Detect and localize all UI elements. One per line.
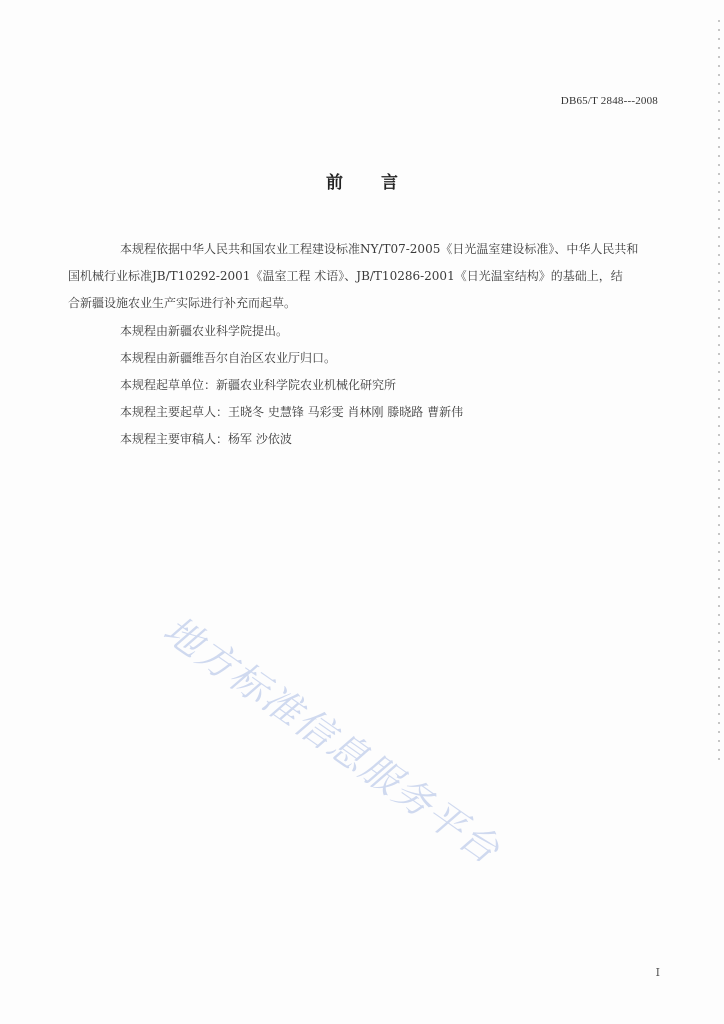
drafting-unit-paragraph: 本规程起草单位：新疆农业科学院农业机械化研究所 [120, 378, 397, 393]
intro-line-2: 国机械行业标准JB/T10292-2001《温室工程 术语》、JB/T10286-2001《日光温室结构》的基础上，结 [68, 269, 623, 284]
title-char-1: 前 [326, 173, 343, 193]
title-char-2: 言 [381, 173, 398, 193]
watermark-text: 地方标准信息服务平台 [155, 607, 509, 873]
intro-line-1: 本规程依据中华人民共和国农业工程建设标准NY/T07-2005《日光温室建设标准》、中华人民共和 [120, 242, 639, 256]
intro-line-3: 合新疆设施农业生产实际进行补充而起草。 [68, 296, 297, 311]
proposer-paragraph: 本规程由新疆农业科学院提出。 [120, 323, 289, 338]
reviewers-paragraph: 本规程主要审稿人：杨军 沙依波 [120, 432, 292, 447]
foreword-body [68, 236, 665, 454]
page-number: I [655, 966, 660, 979]
page-title [0, 168, 724, 193]
scan-edge-artifact [718, 20, 720, 760]
drafters-paragraph: 本规程主要起草人：王晓冬 史慧锋 马彩雯 肖林刚 滕晓路 曹新伟 [120, 405, 464, 420]
intro-paragraph [68, 236, 665, 318]
administrator-paragraph: 本规程由新疆维吾尔自治区农业厅归口。 [120, 350, 337, 365]
standard-number: DB65/T 2848---2008 [560, 95, 658, 107]
